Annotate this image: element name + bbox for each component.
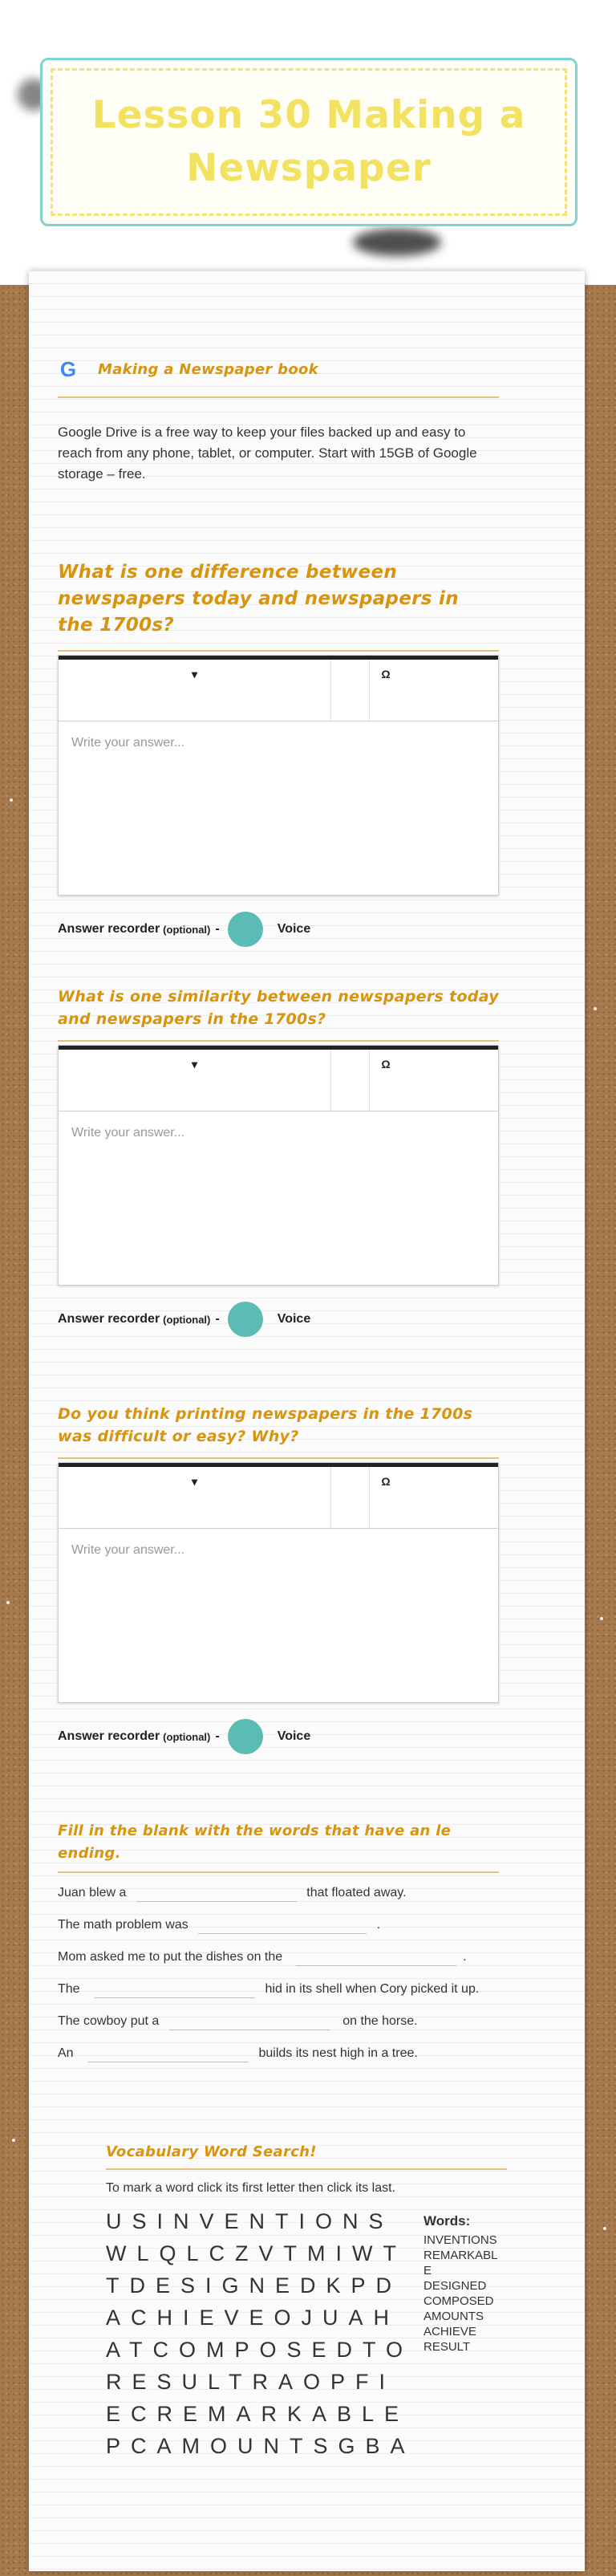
recorder-dash: - (215, 1312, 220, 1326)
fill-before: Mom asked me to put the dishes on the (58, 1950, 283, 1964)
words-label: Words: (424, 2213, 471, 2229)
grid-row[interactable]: TDESIGNEDKPD (106, 2273, 403, 2298)
word-item: RESULT (424, 2340, 471, 2354)
blank-input[interactable] (88, 2046, 249, 2062)
grid-row[interactable]: PCAMOUNTSGBA (106, 2434, 415, 2458)
fill-after: hid in its shell when Cory picked it up. (265, 1982, 480, 1996)
recorder-optional: (optional) (163, 923, 211, 936)
fill-after: builds its nest high in a tree. (258, 2046, 418, 2060)
question-prompt: Do you think printing newspapers in the 1700s was difficult or easy? Why? (58, 1405, 473, 1445)
word-search-section (106, 2141, 507, 2462)
board-speck (600, 1617, 603, 1620)
divider (58, 1457, 499, 1459)
fill-blank-row (58, 2013, 499, 2030)
divider (58, 1871, 499, 1873)
fill-before: Juan blew a (58, 1886, 127, 1899)
word-item: DESIGNED (424, 2279, 487, 2293)
special-char-button[interactable]: Ω (381, 668, 391, 681)
grid-row[interactable]: WLQLCZVTMIWT (106, 2241, 407, 2265)
editor-toolbar (59, 656, 498, 721)
recorder-dash: - (215, 1729, 220, 1743)
fill-blank-heading: Fill in the blank with the words that have an le ending. (58, 1822, 452, 1862)
record-button[interactable] (228, 1719, 263, 1754)
question-block-2 (58, 985, 499, 1337)
question-block-3 (58, 1403, 499, 1754)
fill-before: The cowboy put a (58, 2014, 160, 2028)
letter-grid[interactable] (106, 2205, 419, 2462)
word-item: REMARKABLE (424, 2249, 498, 2277)
recorder-optional: (optional) (163, 1730, 211, 1743)
fill-after: that floated away. (306, 1886, 407, 1899)
grid-row[interactable]: ECREMARKABLE (106, 2402, 410, 2426)
format-dropdown[interactable]: ▾ (59, 1467, 331, 1528)
word-item: COMPOSED (424, 2294, 494, 2308)
recorder-dash: - (215, 922, 220, 936)
link-description: Google Drive is a free way to keep your files backed up and easy to reach from any phone, tablet, or computer. Start with 15GB of Google storage – free. (58, 425, 477, 481)
blank-input[interactable] (198, 1918, 367, 1934)
word-search-heading: Vocabulary Word Search! (106, 2143, 317, 2160)
word-list (424, 2205, 504, 2462)
title-card (40, 58, 578, 226)
fill-blank-row (58, 1981, 499, 1998)
answer-input[interactable]: Write your answer... (71, 1543, 185, 1557)
fill-after: . (463, 1950, 467, 1964)
board-speck (12, 2139, 15, 2142)
format-dropdown[interactable]: ▾ (59, 660, 331, 721)
word-item: ACHIEVE (424, 2325, 476, 2338)
grid-row[interactable]: ATCOMPOSEDTO (106, 2338, 414, 2362)
grid-row[interactable]: RESULTRAOPFI (106, 2370, 396, 2394)
recorder-label: Answer recorder (58, 1312, 160, 1326)
blank-input[interactable] (136, 1886, 297, 1902)
fill-after: on the horse. (342, 2014, 418, 2028)
title-card-border (51, 68, 567, 216)
blank-input[interactable] (296, 1950, 456, 1966)
blank-input[interactable] (95, 1982, 255, 1998)
format-dropdown[interactable]: ▾ (59, 1050, 331, 1111)
record-button[interactable] (228, 912, 263, 947)
word-item: AMOUNTS (424, 2310, 484, 2323)
link-section (58, 353, 499, 485)
answer-editor (58, 1045, 499, 1286)
divider (58, 1040, 499, 1042)
google-icon: G (59, 356, 77, 381)
answer-editor (58, 655, 499, 896)
toolbar-spacer (331, 1050, 370, 1111)
grid-row[interactable]: ACHIEVEOJUAH (106, 2306, 400, 2330)
special-char-button[interactable]: Ω (381, 1058, 391, 1071)
answer-recorder (58, 912, 499, 947)
word-item: INVENTIONS (424, 2233, 497, 2247)
fill-before: The math problem was (58, 1918, 188, 1932)
divider (106, 2168, 507, 2170)
board-speck (603, 2227, 606, 2230)
voice-label: Voice (277, 1729, 311, 1743)
grid-row[interactable]: USINVENTIONS (106, 2209, 394, 2233)
record-button[interactable] (228, 1302, 263, 1337)
recorder-label: Answer recorder (58, 1729, 160, 1743)
toolbar-spacer (331, 660, 370, 721)
question-prompt: What is one similarity between newspapers today and newspapers in the 1700s? (58, 988, 499, 1028)
page-title: Lesson 30 Making a Newspaper (91, 93, 526, 190)
fill-blank-row (58, 1916, 499, 1934)
answer-input[interactable]: Write your answer... (71, 736, 185, 750)
fill-blank-row (58, 1948, 499, 1966)
board-speck (594, 1007, 597, 1010)
question-block-1 (58, 559, 499, 947)
voice-label: Voice (277, 1312, 311, 1326)
word-search-instructions: To mark a word click its first letter then click its last. (106, 2181, 395, 2195)
fill-blank-section (58, 1820, 499, 2062)
answer-recorder (58, 1302, 499, 1337)
fill-before: The (58, 1982, 80, 1996)
recorder-label: Answer recorder (58, 922, 160, 936)
divider (58, 650, 499, 652)
editor-toolbar (59, 1046, 498, 1111)
link-title[interactable]: Making a Newspaper book (98, 360, 318, 378)
board-speck (6, 1601, 10, 1604)
answer-input[interactable]: Write your answer... (71, 1126, 185, 1140)
question-prompt: What is one difference between newspapers today and newspapers in the 1700s? (58, 562, 459, 636)
answer-editor (58, 1462, 499, 1703)
fill-after: . (376, 1918, 381, 1932)
divider (58, 396, 499, 398)
blank-input[interactable] (169, 2014, 330, 2030)
fill-blank-row (58, 1884, 499, 1902)
toolbar-spacer (331, 1467, 370, 1528)
answer-recorder (58, 1719, 499, 1754)
recorder-optional: (optional) (163, 1313, 211, 1326)
pin-shadow (353, 229, 441, 256)
editor-toolbar (59, 1463, 498, 1529)
fill-before: An (58, 2046, 74, 2060)
board-speck (10, 798, 13, 802)
special-char-button[interactable]: Ω (381, 1475, 391, 1488)
voice-label: Voice (277, 922, 311, 936)
fill-blank-row (58, 2045, 499, 2062)
